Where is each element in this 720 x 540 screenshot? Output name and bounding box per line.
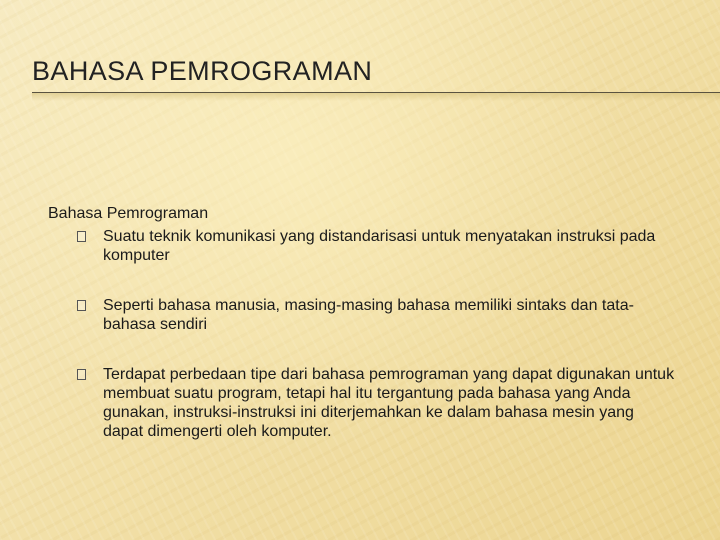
title-underline-shadow (32, 93, 720, 101)
bullet-text: Seperti bahasa manusia, masing-masing bahasa memiliki sintaks dan tata-bahasa sendiri (103, 297, 634, 333)
body-heading: Bahasa Pemrograman (48, 205, 209, 222)
bullet-box-icon (77, 300, 86, 311)
bullet-box-icon (77, 369, 86, 380)
bullet-list (48, 227, 678, 441)
slide-body (48, 204, 678, 441)
slide-title: BAHASA PEMROGRAMAN (32, 56, 373, 86)
bullet-item (48, 296, 678, 334)
bullet-box-icon (77, 231, 86, 242)
bullet-item (48, 365, 678, 441)
bullet-text: Terdapat perbedaan tipe dari bahasa pemrograman yang dapat digunakan untuk membuat suatu program, tetapi hal itu tergantung pada bahasa yang Anda gunakan, instruksi-instruksi ini diterjemahkan ke dalam bahasa mesin yang dapat dimengerti oleh komputer. (103, 366, 675, 440)
title-underline (32, 92, 720, 104)
bullet-item (48, 227, 678, 265)
bullet-text: Suatu teknik komunikasi yang distandarisasi untuk menyatakan instruksi pada komputer (103, 228, 656, 264)
